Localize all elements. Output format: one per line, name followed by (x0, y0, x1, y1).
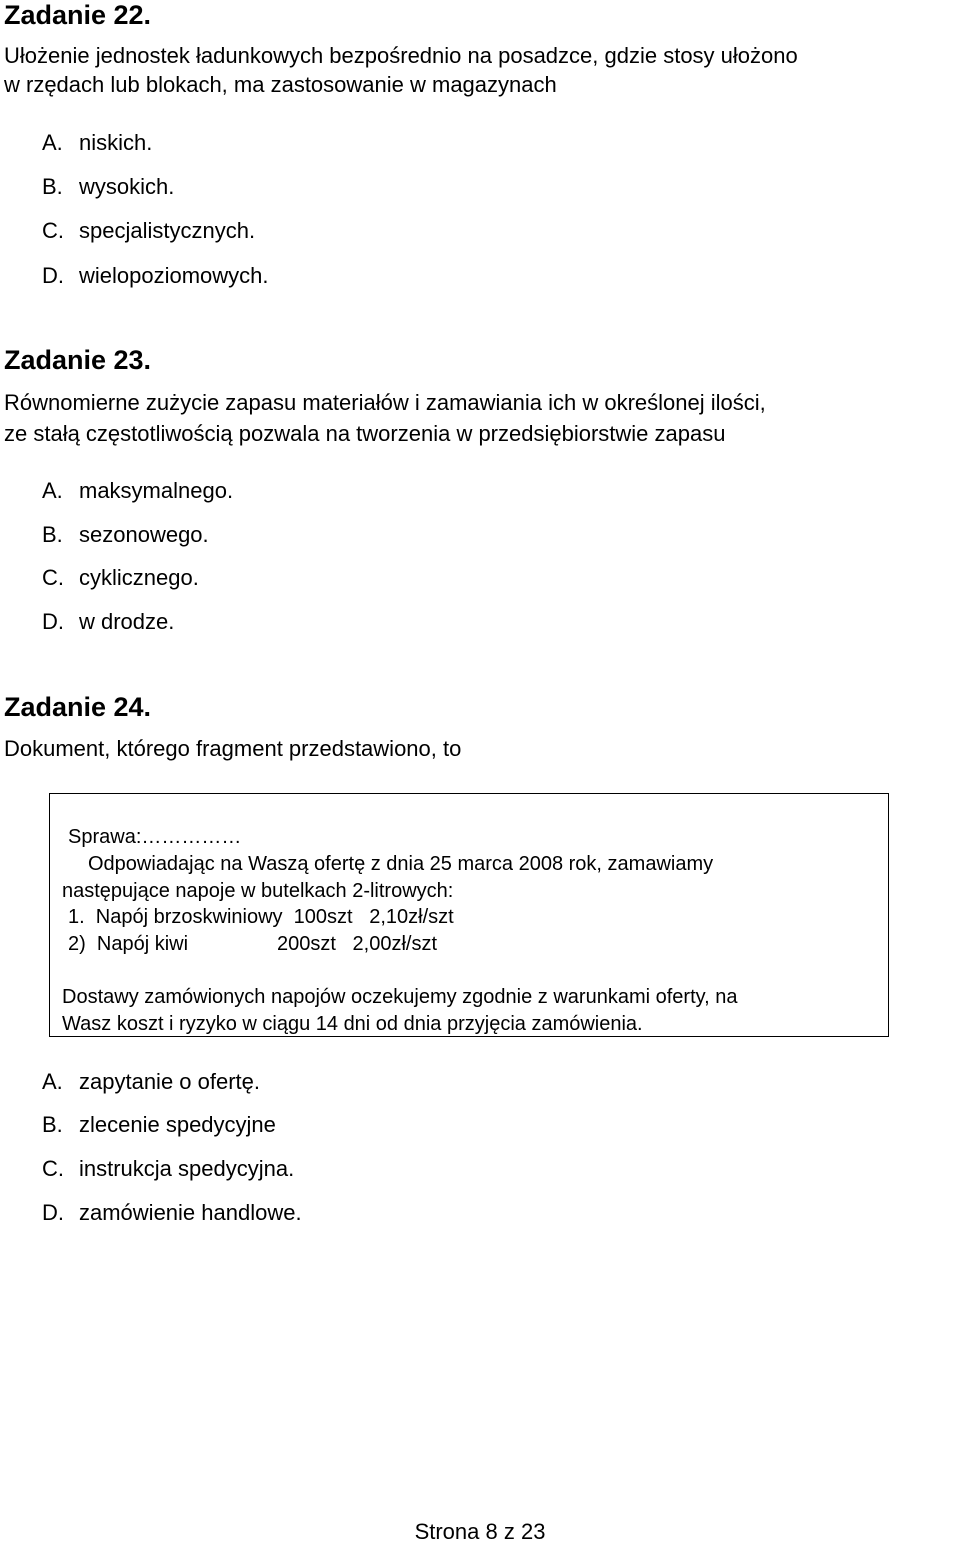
option-letter: B. (42, 174, 63, 199)
document-intro-line1: Odpowiadając na Waszą ofertę z dnia 25 marca 2008 rok, zamawiamy (88, 853, 714, 875)
task24-question: Dokument, którego fragment przedstawiono, to (4, 736, 462, 761)
document-subject: Sprawa:…………… (68, 826, 242, 848)
task22-option-d (42, 262, 269, 290)
option-letter: D. (42, 1200, 64, 1225)
document-fragment-box (49, 793, 889, 1037)
option-text: instrukcja spedycyjna. (79, 1156, 295, 1181)
task22-question-line2: w rzędach lub blokach, ma zastosowanie w magazynach (4, 72, 557, 97)
task22-option-b (42, 173, 174, 201)
option-letter: C. (42, 218, 64, 243)
task23-title: Zadanie 23. (4, 345, 152, 375)
option-letter: A. (42, 478, 63, 503)
task23-question-line1: Równomierne zużycie zapasu materiałów i zamawiania ich w określonej ilości, (4, 390, 766, 415)
option-text: w drodze. (79, 609, 175, 634)
option-letter: B. (42, 522, 63, 547)
option-text: zamówienie handlowe. (79, 1200, 302, 1225)
task24-option-c (42, 1155, 294, 1183)
option-text: specjalistycznych. (79, 218, 256, 243)
document-intro-line2: następujące napoje w butelkach 2-litrowych: (62, 880, 454, 902)
task23-option-c (42, 564, 199, 592)
option-letter: C. (42, 565, 64, 590)
task24-option-b (42, 1111, 276, 1139)
task23-option-d (42, 608, 174, 636)
task22-title: Zadanie 22. (4, 0, 152, 30)
document-closing-line1: Dostawy zamówionych napojów oczekujemy zgodnie z warunkami oferty, na (62, 986, 738, 1008)
document-item-2: 2) Napój kiwi 200szt 2,00zł/szt (68, 933, 438, 955)
option-text: cyklicznego. (79, 565, 199, 590)
option-text: zapytanie o ofertę. (79, 1069, 261, 1094)
task23-option-a (42, 477, 233, 505)
option-text: maksymalnego. (79, 478, 234, 503)
page-number-footer: Strona 8 z 23 (414, 1519, 546, 1544)
option-text: niskich. (79, 130, 153, 155)
option-text: wielopoziomowych. (79, 263, 269, 288)
option-letter: A. (42, 130, 63, 155)
option-letter: C. (42, 1156, 64, 1181)
option-text: zlecenie spedycyjne (79, 1112, 276, 1137)
task22-option-a (42, 129, 152, 157)
document-item-1: 1. Napój brzoskwiniowy 100szt 2,10zł/szt (68, 906, 454, 928)
task22-option-c (42, 217, 255, 245)
option-letter: D. (42, 609, 64, 634)
option-text: sezonowego. (79, 522, 209, 547)
option-letter: B. (42, 1112, 63, 1137)
option-letter: D. (42, 263, 64, 288)
option-text: wysokich. (79, 174, 175, 199)
task24-title: Zadanie 24. (4, 692, 152, 722)
option-letter: A. (42, 1069, 63, 1094)
task23-question-line2: ze stałą częstotliwością pozwala na tworzenia w przedsiębiorstwie zapasu (4, 421, 726, 446)
task22-question-line1: Ułożenie jednostek ładunkowych bezpośrednio na posadzce, gdzie stosy ułożono (4, 43, 798, 68)
task23-option-b (42, 521, 209, 549)
task24-option-a (42, 1068, 260, 1096)
task24-option-d (42, 1199, 302, 1227)
document-closing-line2: Wasz koszt i ryzyko w ciągu 14 dni od dnia przyjęcia zamówienia. (62, 1013, 643, 1035)
